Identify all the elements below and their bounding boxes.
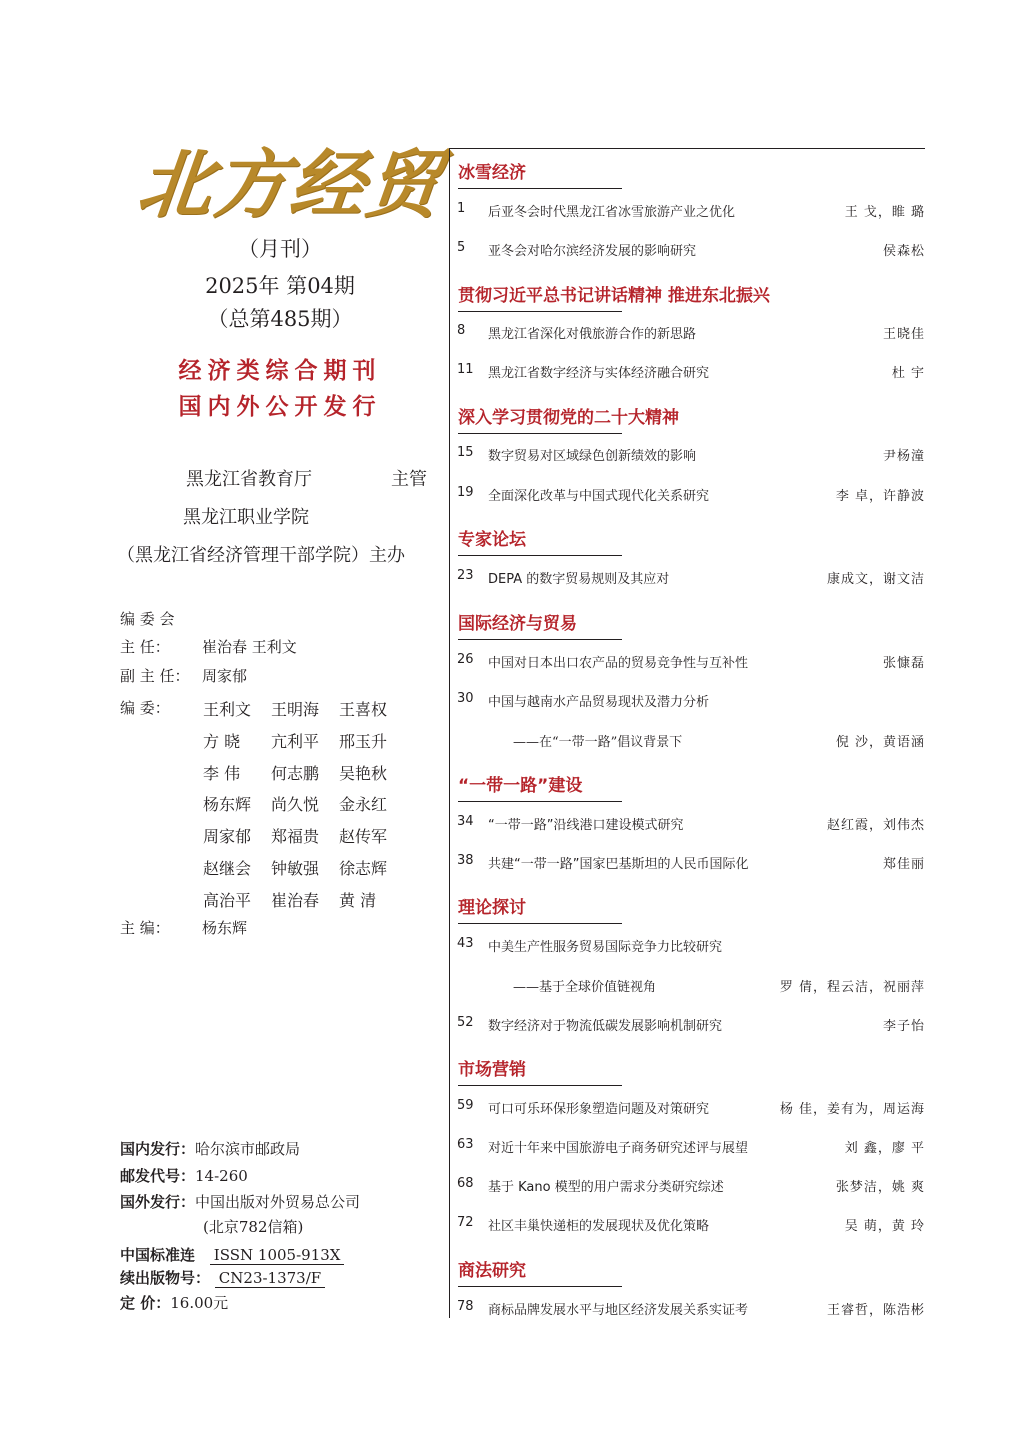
toc-article-title: 黑龙江省数字经济与实体经济融合研究	[488, 366, 710, 381]
board-member-name: 金永红	[339, 795, 388, 814]
toc-article-title: 黑龙江省深化对俄旅游合作的新思路	[488, 327, 697, 342]
members-label: 编 委：	[120, 699, 170, 717]
board-member-row	[203, 697, 407, 720]
supervisor-role: 主管	[391, 469, 427, 490]
board-member-row	[203, 761, 407, 784]
toc-article-title: 基于 Kano 模型的用户需求分类研究综述	[488, 1180, 724, 1195]
toc-author: 罗 倩，程云洁，祝丽萍	[779, 980, 925, 995]
board-member-name: 王喜权	[339, 700, 388, 719]
toc-article-title: “一带一路”沿线港口建设模式研究	[488, 818, 684, 833]
section-rule	[458, 923, 622, 924]
toc-entry[interactable]	[457, 1137, 925, 1157]
deputy-name: 周家郁	[202, 667, 248, 685]
toc-page-number: 43	[457, 936, 474, 951]
toc-article-title: 中国与越南水产品贸易现状及潜力分析	[488, 695, 710, 710]
board-member-name: 亢利平	[271, 732, 320, 751]
toc-article-title: 社区丰巢快递柜的发展现状及优化策略	[488, 1219, 710, 1234]
toc-entry[interactable]	[457, 485, 925, 505]
toc-entry[interactable]	[457, 1176, 925, 1196]
board-member-row	[203, 729, 407, 752]
director-label: 主 任：	[120, 638, 170, 656]
sponsor-org: 黑龙江职业学院	[183, 507, 309, 528]
toc-page-number: 78	[457, 1299, 474, 1314]
toc-article-title: 商标品牌发展水平与地区经济发展关系实证考	[488, 1303, 749, 1318]
foreign-distribution: 国外发行：中国出版对外贸易总公司	[120, 1193, 361, 1211]
section-rule	[458, 555, 622, 556]
toc-article-title: 对近十年来中国旅游电子商务研究述评与展望	[488, 1141, 749, 1156]
foreign-box: (北京782信箱)	[203, 1218, 304, 1236]
toc-page-number: 52	[457, 1015, 474, 1030]
section-rule	[458, 311, 622, 312]
column-divider	[449, 148, 450, 1318]
chief-label: 主 编：	[120, 919, 170, 937]
toc-article-title: 数字贸易对区域绿色创新绩效的影响	[488, 449, 697, 464]
toc-entry[interactable]	[457, 814, 925, 834]
board-member-name: 方 晓	[203, 732, 241, 751]
toc-author: 王 戈，睢 璐	[844, 205, 925, 220]
toc-author: 尹杨潼	[882, 449, 925, 464]
board-director	[120, 636, 297, 657]
toc-page-number: 59	[457, 1098, 474, 1113]
postal-code: 邮发代号：14-260	[120, 1167, 248, 1185]
toc-article-title: 可口可乐环保形象塑造问题及对策研究	[488, 1102, 710, 1117]
section-rule	[458, 639, 622, 640]
toc-author: 赵红霞，刘伟杰	[826, 818, 925, 833]
toc-entry[interactable]	[457, 1098, 925, 1118]
toc-author: 张梦洁，姚 爽	[835, 1180, 925, 1195]
slogan-line-1: 经济类综合期刊	[178, 358, 382, 384]
board-member-name: 郑福贵	[271, 827, 320, 846]
toc-page-number: 19	[457, 485, 474, 500]
board-member-name: 邢玉升	[339, 732, 388, 751]
toc-article-title: 全面深化改革与中国式现代化关系研究	[488, 489, 710, 504]
section-title: 市场营销	[458, 1060, 526, 1080]
section-title: 国际经济与贸易	[458, 614, 577, 634]
section-rule	[458, 433, 622, 434]
board-chief	[120, 917, 247, 938]
toc-entry[interactable]	[457, 691, 925, 711]
section-title: 理论探讨	[458, 898, 526, 918]
section-title: 冰雪经济	[458, 163, 526, 183]
slogan-line-2: 国内外公开发行	[178, 394, 382, 420]
board-member-name: 徐志辉	[339, 859, 388, 878]
toc-article-title: ——基于全球价值链视角	[513, 980, 657, 995]
toc-article-title: 中国对日本出口农产品的贸易竞争性与互补性	[488, 656, 749, 671]
top-rule	[449, 148, 925, 149]
deputy-label: 副 主 任：	[120, 667, 190, 685]
toc-article-title: 数字经济对于物流低碳发展影响机制研究	[488, 1019, 723, 1034]
toc-author: 李 卓，许静波	[835, 489, 925, 504]
toc-page-number: 26	[457, 652, 474, 667]
toc-author: 杨 佳，姜有为，周运海	[779, 1102, 925, 1117]
board-member-row	[203, 824, 407, 847]
cn-row: 续出版物号： CN23-1373/F	[120, 1267, 325, 1288]
toc-article-title: 共建“一带一路”国家巴基斯坦的人民币国际化	[488, 857, 749, 872]
toc-article-title: ——在“一带一路”倡议背景下	[513, 735, 683, 750]
toc-entry[interactable]	[457, 362, 925, 382]
toc-author: 倪 沙，黄语涵	[835, 735, 925, 750]
board-member-name: 赵传军	[339, 827, 388, 846]
toc-page-number: 23	[457, 568, 474, 583]
board-heading: 编 委 会	[120, 610, 175, 628]
toc-article-title: 后亚冬会时代黑龙江省冰雪旅游产业之优化	[488, 205, 736, 220]
board-member-name: 李 伟	[203, 764, 241, 783]
toc-author: 王晓佳	[882, 327, 925, 342]
director-names: 崔治春 王利文	[202, 638, 297, 656]
toc-entry[interactable]	[457, 1015, 925, 1035]
board-member-name: 黄 清	[339, 891, 377, 910]
board-member-name: 吴艳秋	[339, 764, 388, 783]
toc-page-number: 11	[457, 362, 474, 377]
supervisor-org: 黑龙江省教育厅	[186, 469, 312, 490]
toc-author: 刘 鑫，廖 平	[844, 1141, 925, 1156]
toc-page-number: 63	[457, 1137, 474, 1152]
toc-author: 侯森松	[882, 244, 925, 259]
board-member-name: 尚久悦	[271, 795, 320, 814]
toc-entry[interactable]	[457, 240, 925, 260]
section-rule	[458, 1085, 622, 1086]
journal-logo: 北方经贸	[133, 142, 447, 228]
board-member-name: 杨东辉	[203, 795, 252, 814]
sponsor-alt: （黑龙江省经济管理干部学院）主办	[117, 545, 405, 566]
toc-page-number: 34	[457, 814, 474, 829]
section-title: 深入学习贯彻党的二十大精神	[458, 408, 679, 428]
frequency: （月刊）	[238, 237, 322, 261]
toc-entry[interactable]	[457, 201, 925, 221]
domestic-distribution: 国内发行：哈尔滨市邮政局	[120, 1140, 301, 1158]
toc-page-number: 72	[457, 1215, 474, 1230]
price-row: 定 价：16.00元	[120, 1294, 229, 1312]
section-title: “一带一路”建设	[458, 776, 583, 796]
board-deputy	[120, 665, 247, 686]
board-member-name: 赵继会	[203, 859, 252, 878]
toc-entry[interactable]	[457, 445, 925, 465]
issue-number: 2025年 第04期	[205, 274, 355, 298]
board-member-name: 周家郁	[203, 827, 252, 846]
toc-subtitle[interactable]	[457, 731, 925, 751]
toc-author: 杜 宇	[891, 366, 925, 381]
toc-page-number: 1	[457, 201, 466, 216]
toc-subtitle[interactable]	[457, 976, 925, 996]
toc-author: 李子怡	[882, 1019, 925, 1034]
toc-author: 郑佳丽	[882, 857, 925, 872]
toc-article-title: 中美生产性服务贸易国际竞争力比较研究	[488, 940, 723, 955]
board-member-name: 高治平	[203, 891, 252, 910]
toc-page-number: 5	[457, 240, 466, 255]
issn-row: 中国标准连 ISSN 1005-913X	[120, 1244, 344, 1265]
section-title: 贯彻习近平总书记讲话精神 推进东北振兴	[458, 286, 770, 306]
toc-article-title: DEPA 的数字贸易规则及其应对	[488, 572, 670, 587]
section-title: 商法研究	[458, 1261, 526, 1281]
toc-author: 康成文，谢文洁	[826, 572, 925, 587]
toc-entry[interactable]	[457, 853, 925, 873]
board-member-name: 崔治春	[271, 891, 320, 910]
board-member-row	[203, 888, 407, 911]
section-rule	[458, 801, 622, 802]
toc-entry[interactable]	[457, 936, 925, 956]
toc-entry[interactable]	[457, 652, 925, 672]
board-member-name: 钟敏强	[271, 859, 320, 878]
section-title: 专家论坛	[458, 530, 526, 550]
section-rule	[458, 188, 622, 189]
toc-author: 吴 萌，黄 玲	[844, 1219, 925, 1234]
board-member-name: 何志鹏	[271, 764, 320, 783]
toc-author: 张慷磊	[882, 656, 925, 671]
toc-page-number: 30	[457, 691, 474, 706]
toc-author: 王睿哲，陈浩彬	[826, 1303, 925, 1318]
toc-article-title: 亚冬会对哈尔滨经济发展的影响研究	[488, 244, 697, 259]
section-rule	[458, 1286, 622, 1287]
board-member-name: 王明海	[271, 700, 320, 719]
toc-entry[interactable]	[457, 568, 925, 588]
toc-page-number: 68	[457, 1176, 474, 1191]
chief-name: 杨东辉	[202, 919, 248, 937]
toc-page-number: 38	[457, 853, 474, 868]
toc-page-number: 15	[457, 445, 474, 460]
toc-entry[interactable]	[457, 1299, 925, 1319]
toc-entry[interactable]	[457, 323, 925, 343]
board-member-row	[203, 856, 407, 879]
total-issue: （总第485期）	[207, 307, 353, 331]
board-member-row	[203, 792, 407, 815]
board-member-name: 王利文	[203, 700, 252, 719]
toc-page-number: 8	[457, 323, 466, 338]
toc-entry[interactable]	[457, 1215, 925, 1235]
